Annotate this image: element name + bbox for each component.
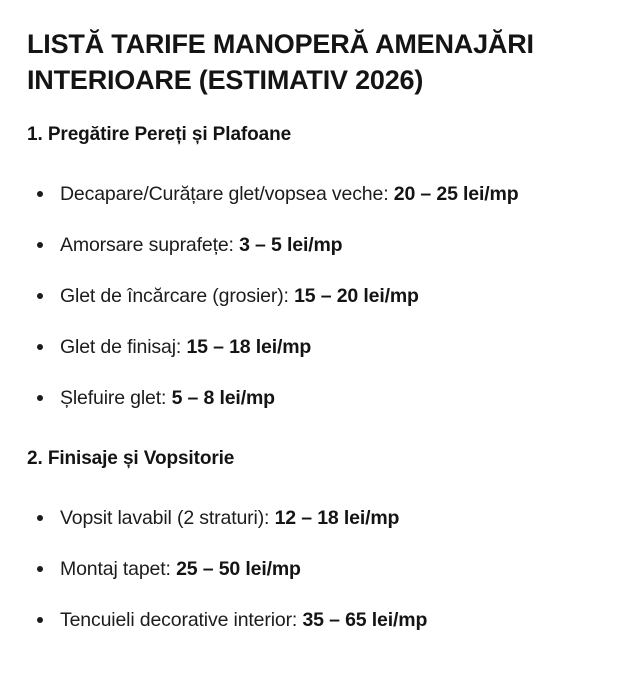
bullet-point-icon	[37, 380, 44, 417]
page-title: LISTĂ TARIFE MANOPERĂ AMENAJĂRI INTERIOARE (ESTIMATIV 2026)	[27, 29, 534, 95]
list-item-label: Tencuieli decorative interior:	[60, 609, 298, 631]
bullet-point-icon	[37, 176, 44, 213]
list-item-price: 3 – 5 lei/mp	[239, 234, 343, 256]
list-item-label: Montaj tapet:	[60, 558, 171, 580]
price-list-section-1	[27, 176, 607, 417]
list-item-price: 5 – 8 lei/mp	[171, 387, 275, 409]
list-item-price: 15 – 18 lei/mp	[186, 336, 312, 358]
bullet-point-icon	[37, 278, 44, 315]
list-item-price: 35 – 65 lei/mp	[302, 609, 428, 631]
bullet-point-icon	[37, 551, 44, 588]
list-item-price: 20 – 25 lei/mp	[393, 183, 519, 205]
list-item-label: Glet de încărcare (grosier):	[60, 285, 289, 307]
list-item-price: 25 – 50 lei/mp	[176, 558, 301, 580]
price-list-section-2	[27, 500, 607, 639]
list-item-price: 15 – 20 lei/mp	[294, 285, 419, 307]
section-heading-2: 2. Finisaje și Vopsitorie	[27, 448, 235, 469]
bullet-point-icon	[37, 329, 44, 366]
list-item-label: Vopsit lavabil (2 straturi):	[60, 507, 270, 529]
bullet-point-icon	[37, 602, 44, 639]
list-item-label: Șlefuire glet:	[60, 387, 167, 409]
list-item-label: Amorsare suprafețe:	[60, 234, 234, 256]
list-item	[27, 602, 607, 639]
list-item-price: 12 – 18 lei/mp	[274, 507, 400, 529]
list-item-label: Decapare/Curățare glet/vopsea veche:	[60, 183, 389, 205]
list-item-label: Glet de finisaj:	[60, 336, 182, 358]
list-item	[27, 176, 607, 213]
list-item	[27, 227, 607, 264]
section-heading-1: 1. Pregătire Pereți și Plafoane	[27, 124, 292, 145]
list-item	[27, 380, 607, 417]
bullet-point-icon	[37, 500, 44, 537]
bullet-point-icon	[37, 227, 44, 264]
list-item	[27, 278, 607, 315]
list-item	[27, 500, 607, 537]
list-item	[27, 551, 607, 588]
list-item	[27, 329, 607, 366]
